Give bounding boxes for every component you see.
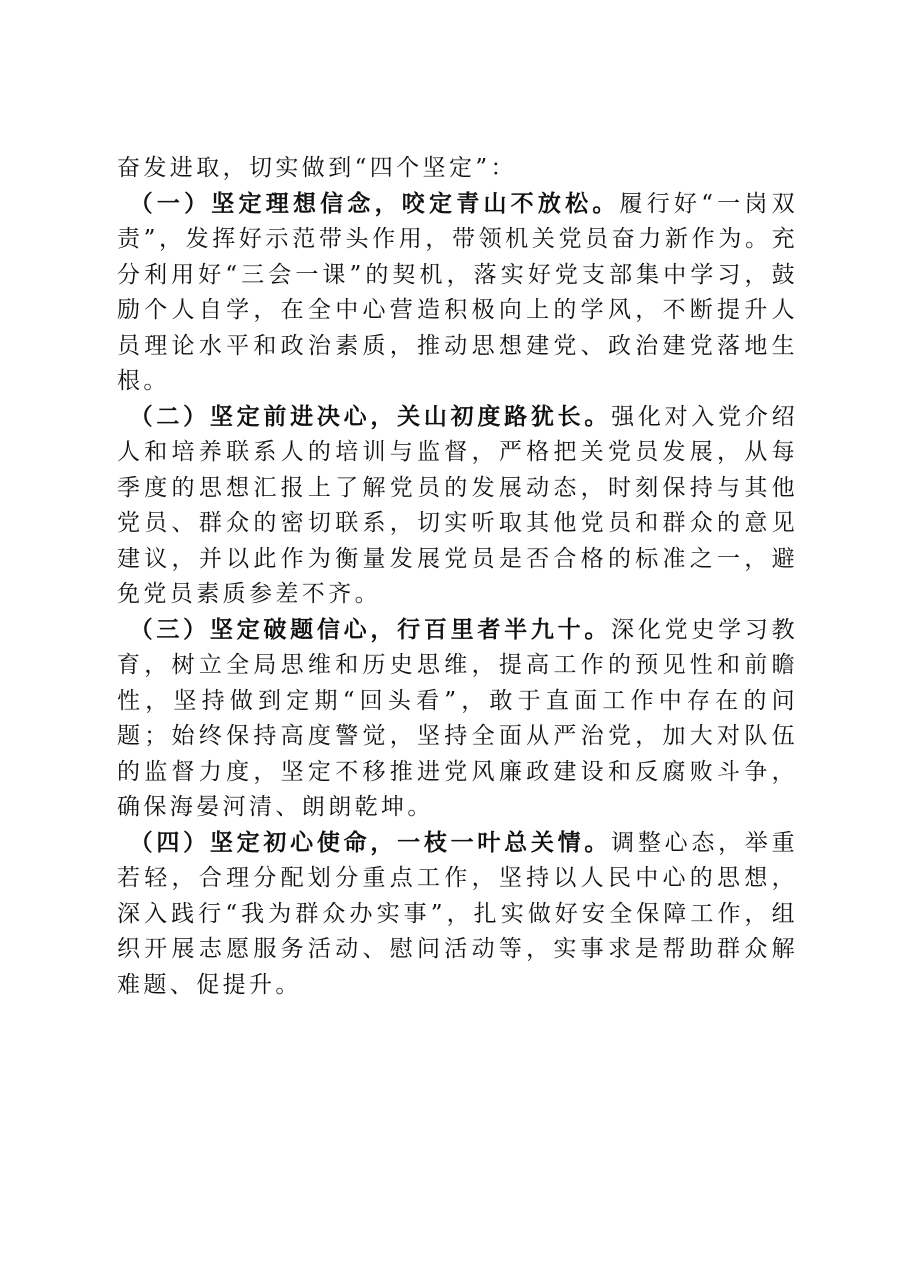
intro-paragraph: 奋发进取，切实做到“四个坚定”： xyxy=(117,155,517,181)
section-body-4: 调整心态，举重若轻，合理分配划分重点工作，坚持以人民中心的思想，深入践行“我为群众办实事”，扎实做好安全保障工作，组织开展志愿服务活动、慰问活动等，实事求是帮助群众解难题、促提升。 xyxy=(117,829,798,998)
section-paragraph-4 xyxy=(117,826,798,1004)
section-heading-3: （三）坚定破题信心，行百里者半九十。 xyxy=(129,616,612,643)
section-paragraph-3 xyxy=(117,613,798,826)
body-text xyxy=(117,151,798,1003)
section-paragraph-2 xyxy=(117,400,798,613)
section-paragraph-1 xyxy=(117,187,798,400)
section-heading-2: （二）坚定前进决心，关山初度路犹长。 xyxy=(129,403,612,430)
section-body-1: 履行好“一岗双责”，发挥好示范带头作用，带领机关党员奋力新作为。充分利用好“三会一课”的契机，落实好党支部集中学习，鼓励个人自学，在全中心营造积极向上的学风，不断提升人员理论水平和政治素质，推动思想建党、政治建党落地生根。 xyxy=(117,190,799,394)
section-body-3: 深化党史学习教育，树立全局思维和历史思维，提高工作的预见性和前瞻性，坚持做到定期“回头看”，敢于直面工作中存在的问题；始终保持高度警觉，坚持全面从严治党，加大对队伍的监督力度，坚定不移推进党风廉政建设和反腐败斗争，确保海晏河清、朗朗乾坤。 xyxy=(117,616,798,820)
section-heading-1: （一）坚定理想信念，咬定青山不放松。 xyxy=(129,190,620,217)
section-heading-4: （四）坚定初心使命，一枝一叶总关情。 xyxy=(129,829,612,856)
section-body-2: 强化对入党介绍人和培养联系人的培训与监督，严格把关党员发展，从每季度的思想汇报上了解党员的发展动态，时刻保持与其他党员、群众的密切联系，切实听取其他党员和群众的意见建议，并以此作为衡量发展党员是否合格的标准之一，避免党员素质参差不齐。 xyxy=(117,403,798,607)
